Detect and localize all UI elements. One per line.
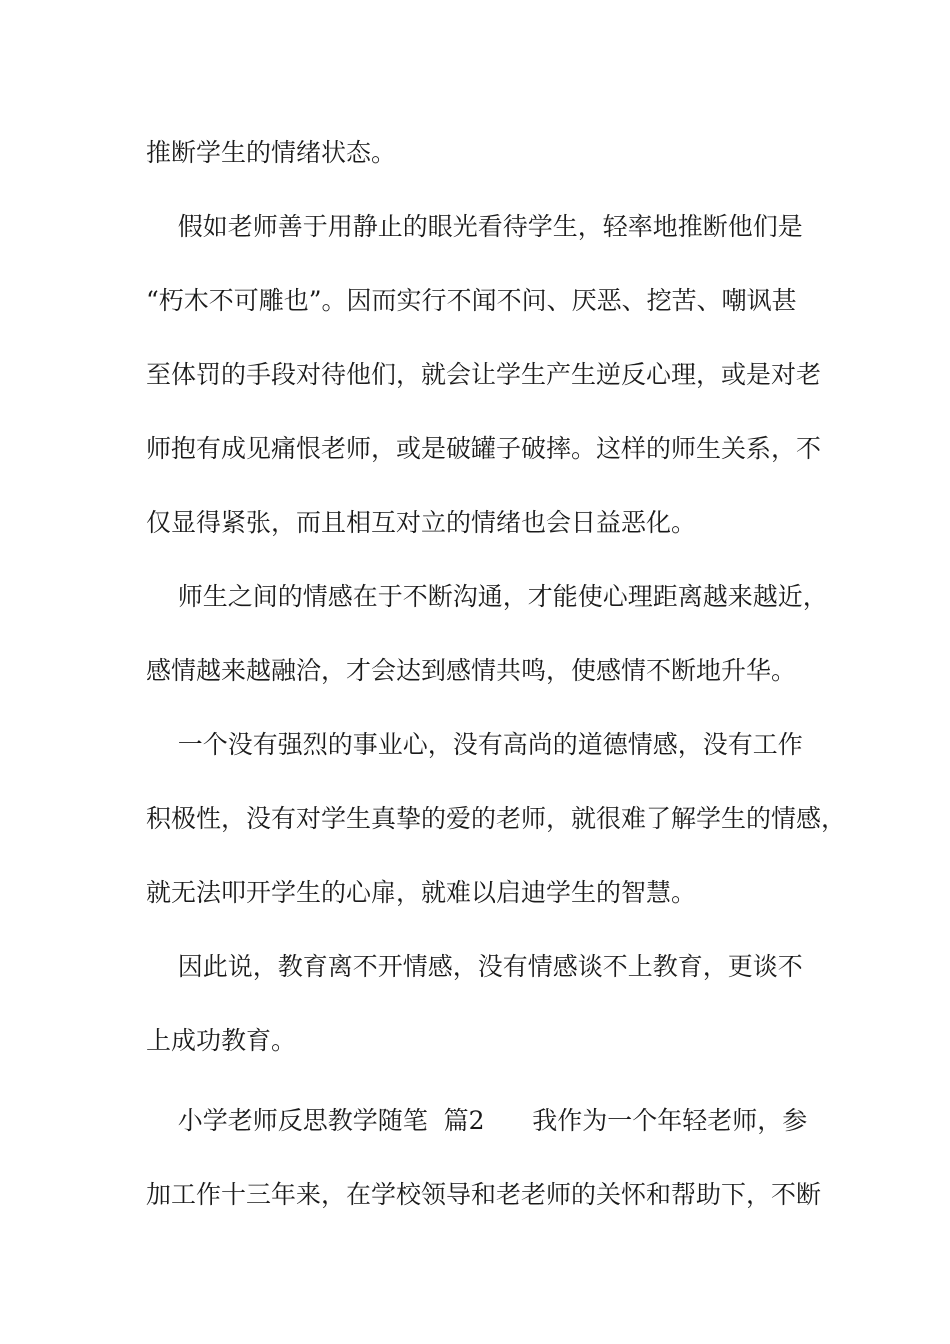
text-line-6: 仅显得紧张，而且相互对立的情绪也会日益恶化。: [146, 508, 697, 537]
text-line-11: 就无法叩开学生的心扉，就难以启迪学生的智慧。: [146, 878, 697, 907]
text-line-3: “朽木不可雕也”。因而实行不闻不问、厌恶、挖苦、嘲讽甚: [146, 286, 797, 315]
text-line-2: 假如老师善于用静止的眼光看待学生，轻率地推断他们是: [146, 212, 803, 241]
text-line-15: 加工作十三年来，在学校领导和老老师的关怀和帮助下，不断: [146, 1180, 822, 1209]
text-line-13: 上成功教育。: [146, 1026, 297, 1055]
text-line-10: 积极性，没有对学生真挚的爱的老师，就很难了解学生的情感，: [146, 804, 847, 833]
text-line-14: 小学老师反思教学随笔 篇2 我作为一个年轻老师，参: [146, 1106, 808, 1135]
text-line-5: 师抱有成见痛恨老师，或是破罐子破摔。这样的师生关系，不: [146, 434, 822, 463]
text-line-8: 感情越来越融洽，才会达到感情共鸣，使感情不断地升华。: [146, 656, 797, 685]
text-line-1: 推断学生的情绪状态。: [146, 138, 397, 167]
text-line-4: 至体罚的手段对待他们，就会让学生产生逆反心理，或是对老: [146, 360, 822, 389]
text-line-9: 一个没有强烈的事业心，没有高尚的道德情感，没有工作: [146, 730, 803, 759]
text-line-12: 因此说，教育离不开情感，没有情感谈不上教育，更谈不: [146, 952, 803, 981]
text-line-7: 师生之间的情感在于不断沟通，才能使心理距离越来越近，: [146, 582, 828, 611]
